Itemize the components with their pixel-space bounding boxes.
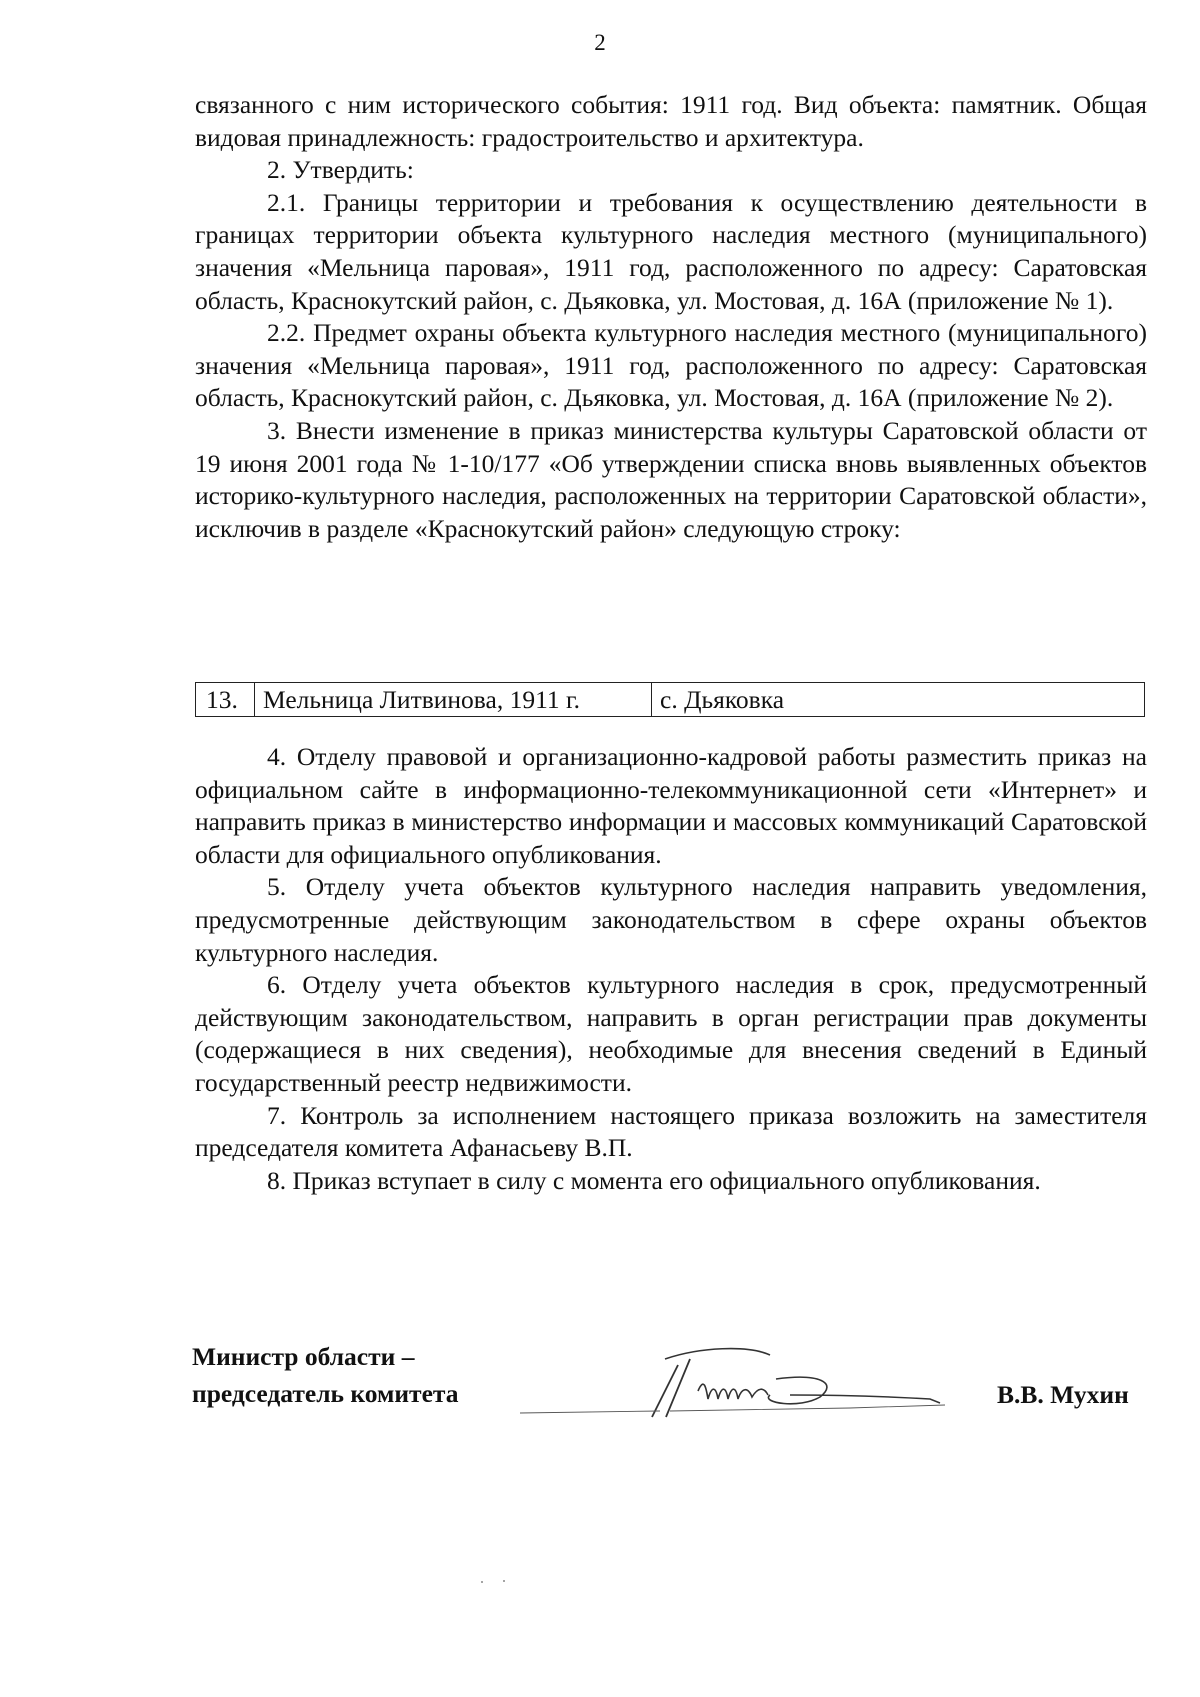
paragraph-item-8: 8. Приказ вступает в силу с момента его официального опубликования. [267, 1165, 1041, 1195]
table-cell-location: с. Дьяковка [652, 683, 1145, 717]
handwritten-signature [520, 1325, 970, 1425]
paragraph-item-2: 2. Утвердить: [267, 155, 414, 185]
decree-text-top [195, 89, 1147, 545]
paragraph-item-5: 5. Отделу учета объектов культурного наследия направить уведомления, предусмотренные действующим законодательством в сфере охраны объектов культурного наследия. [195, 872, 1147, 967]
paragraph-item-2-1: 2.1. Границы территории и требования к осуществлению деятельности в границах территории объекта культурного наследия местного (муниципального) значения «Мельница паровая», 1911 год, расположенного по адресу: Саратовская область, Краснокутский район, с. Дьяковка, ул. Мостовая, д. 16А (приложение № 1). [195, 187, 1147, 315]
table-cell-object-name: Мельница Литвинова, 1911 г. [255, 683, 652, 717]
paragraph-object-description: связанного с ним исторического события: 1911 год. Вид объекта: памятник. Общая видовая принадлежность: градостроительство и архитектура. [195, 90, 1147, 152]
paragraph-item-2-2: 2.2. Предмет охраны объекта культурного наследия местного (муниципального) значения «Мельница паровая», 1911 год, расположенного по адресу: Саратовская область, Краснокутский район, с. Дьяковка, ул. Мостовая, д. 16А (приложение № 2). [195, 318, 1147, 413]
page-number: 2 [594, 30, 606, 55]
scan-speck [478, 1578, 508, 1586]
paragraph-item-3: 3. Внести изменение в приказ министерства культуры Саратовской области от 19 июня 2001 года № 1-10/177 «Об утверждении списка вновь выявленных объектов историко-культурного наследия, расположенных на территории Саратовской области», исключив в разделе «Краснокутский район» следующую строку: [195, 415, 1147, 543]
paragraph-item-4: 4. Отделу правовой и организационно-кадровой работы разместить приказ на официальном сайте в информационно-телекоммуникационной сети «Интернет» и направить приказ в министерство информации и массовых коммуникаций Саратовской области для официального опубликования. [195, 742, 1147, 869]
excluded-row-table [195, 682, 1145, 717]
table-row [196, 683, 1145, 717]
signatory-name: В.В. Мухин [997, 1380, 1129, 1409]
paragraph-item-7: 7. Контроль за исполнением настоящего приказа возложить на заместителя председателя комитета Афанасьеву В.П. [195, 1100, 1147, 1163]
signatory-title-line-1: Министр области – [192, 1342, 415, 1371]
table-cell-number: 13. [196, 683, 255, 717]
signatory-title [192, 1338, 458, 1412]
signatory-title-line-2: председатель комитета [192, 1379, 459, 1408]
decree-text-bottom [195, 741, 1147, 1197]
paragraph-item-6: 6. Отделу учета объектов культурного наследия в срок, предусмотренный действующим законодательством, направить в орган регистрации прав документы (содержащиеся в них сведения), необходимые для внесения сведений в Единый государственный реестр недвижимости. [195, 970, 1147, 1097]
